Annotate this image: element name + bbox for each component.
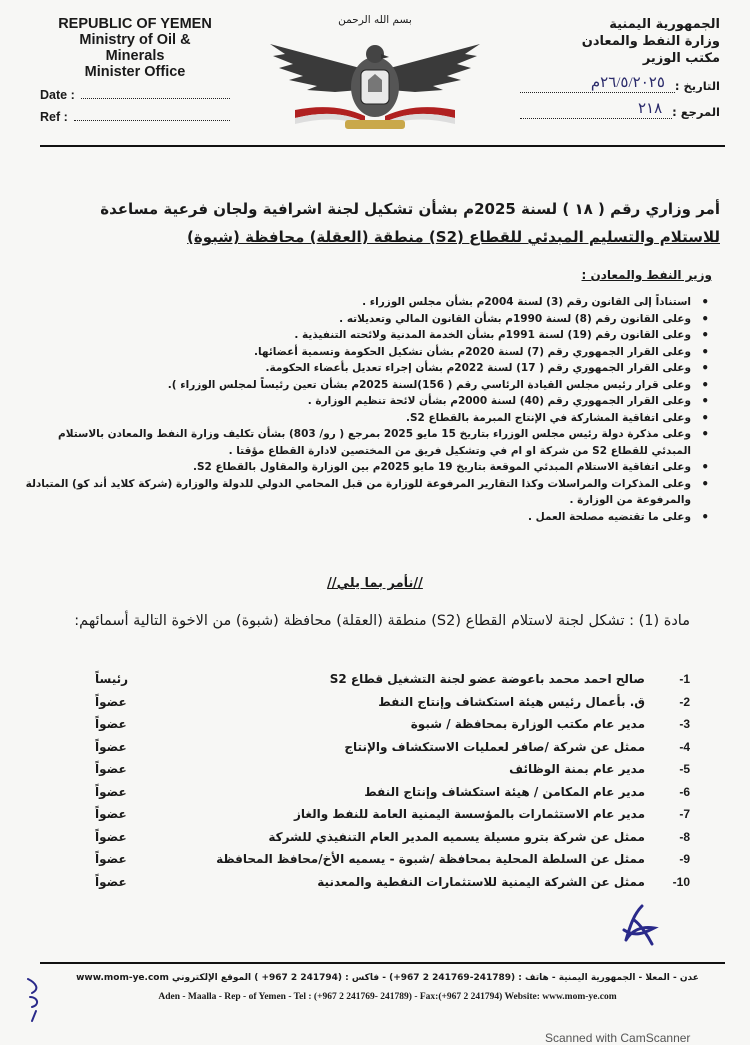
member-role: عضواً	[95, 874, 127, 889]
member-number: -8	[679, 829, 690, 844]
clause-item: • وعلى القرار الجمهوري رقم ( 17) لسنة 2022م بشأن إجراء تعديل بأعضاء الحكومة.	[21, 360, 701, 377]
member-name: مدير عام بمنة الوظائف	[509, 762, 645, 776]
member-number: -6	[679, 784, 690, 799]
order-heading: //نأمر بما يلي//	[327, 576, 423, 591]
member-name: صالح احمد محمد باعوضة عضو لجنة التشغيل قطاع S2	[329, 672, 645, 686]
member-number: -10	[672, 874, 690, 889]
header-divider	[40, 145, 725, 147]
member-name: مدير عام الاستثمارات بالمؤسسة اليمنية العامة للنفط والغاز	[293, 807, 645, 821]
article-1-text: مادة (1) : تشكل لجنة لاستلام القطاع (S2) منطقة (العقلة) محافظة (شبوة) من الاخوة التالية أسمائهم:	[74, 613, 690, 629]
member-number: -5	[679, 762, 690, 776]
english-ref-label: Ref :	[40, 110, 68, 124]
arabic-date-value: ٢٦/٥/٢٠٢٥م	[520, 73, 675, 93]
english-ref-field	[40, 110, 230, 124]
handwritten-margin-note-icon	[22, 975, 50, 1025]
footer-divider	[40, 962, 725, 964]
member-row	[95, 717, 690, 740]
member-number: -9	[679, 852, 690, 866]
arabic-ref-field	[520, 99, 720, 119]
member-role: عضواً	[95, 852, 127, 866]
member-row	[95, 807, 690, 830]
clause-item: • وعلى اتفاقية المشاركة في الإنتاج المبرمة بالقطاع S2.	[21, 410, 701, 427]
letterhead-line-3: Minerals	[105, 48, 165, 64]
signature-mark-icon	[612, 900, 662, 950]
yemen-eagle-emblem-icon	[265, 32, 485, 132]
arabic-letterhead-line-3: مكتب الوزير	[642, 51, 720, 66]
letterhead-line-2: Ministry of Oil &	[79, 32, 191, 48]
member-role: عضواً	[95, 739, 127, 754]
clause-item: • وعلى القرار الجمهوري رقم (40) لسنة 2000م بشأن لائحة تنظيم الوزارة .	[21, 393, 701, 410]
clause-item: • وعلى القانون رقم (19) لسنة 1991م بشأن الخدمة المدنية ولائحته التنفيذية .	[21, 327, 701, 344]
member-number: -7	[679, 807, 690, 821]
letterhead-line-4: Minister Office	[84, 64, 186, 80]
clause-item: • وعلى اتفاقية الاستلام المبدئي الموقعة بتاريخ 19 مايو 2025م بين الوزارة والمقاول بالقطاع S2.	[21, 459, 701, 476]
member-row	[95, 785, 690, 808]
english-date-label: Date :	[40, 88, 75, 102]
member-row	[95, 672, 690, 695]
letterhead-line-1: REPUBLIC OF YEMEN	[58, 16, 212, 32]
member-row	[95, 830, 690, 853]
member-number: -1	[679, 672, 690, 686]
member-name: ق. بأعمال رئيس هيئة استكشاف وإنتاج النفط	[378, 694, 645, 709]
member-name: ممثل عن الشركة اليمنية للاستثمارات النفطية والمعدنية	[317, 874, 645, 889]
decree-title	[40, 195, 720, 251]
clause-item: • استناداً إلى القانون رقم (3) لسنة 2004م بشأن مجلس الوزراء .	[21, 294, 701, 311]
member-role: عضواً	[95, 762, 127, 776]
member-name: مدير عام مكتب الوزارة بمحافظة / شبوة	[410, 717, 645, 731]
committee-members-list	[95, 672, 690, 897]
member-name: ممثل عن السلطة المحلية بمحافظة /شبوة - يسميه الأخ/محافظ المحافظة	[216, 852, 645, 866]
clause-item: • وعلى ما تقتضيه مصلحة العمل .	[21, 509, 701, 526]
footer-english-contact: Aden - Maalla - Rep - of Yemen - Tel : (+967 2 241769- 241789) - Fax:(+967 2 241794) Website: www.mom-ye.com	[158, 992, 617, 1002]
member-number: -4	[679, 739, 690, 754]
member-role: رئيساً	[95, 672, 129, 686]
arabic-letterhead-line-2: وزارة النفط والمعادن	[581, 34, 720, 49]
member-name: ممثل عن شركة بترو مسيلة يسميه المدير العام التنفيذي للشركة	[268, 829, 645, 844]
clause-item: • وعلى قرار رئيس مجلس القيادة الرئاسي رقم ( 156)لسنة 2025م بشأن تعين رئيساً لمجلس الوزراء ).	[21, 377, 701, 394]
member-number: -2	[679, 694, 690, 709]
clause-item: • وعلى القانون رقم (8) لسنة 1990م بشأن القانون المالي وتعديلاته .	[21, 311, 701, 328]
member-row	[95, 875, 690, 898]
footer-arabic-contact: عدن - المعلا - الجمهورية اليمنية - هاتف : (241789-241769 2 967+) - فاكس : (241794 2 967+ ) الموقع الإلكتروني www.mom-ye.com	[76, 973, 699, 983]
member-name: مدير عام المكامن / هيئة استكشاف وإنتاج النفط	[364, 784, 645, 799]
member-role: عضواً	[95, 829, 127, 844]
member-role: عضواً	[95, 807, 127, 821]
english-date-field	[40, 88, 230, 102]
member-row	[95, 740, 690, 763]
member-name: ممثل عن شركة /صافر لعمليات الاستكشاف والإنتاج	[344, 739, 645, 754]
member-row	[95, 852, 690, 875]
member-row	[95, 695, 690, 718]
arabic-date-field	[520, 73, 720, 93]
preamble-clauses	[21, 294, 715, 525]
arabic-ref-value: ٢١٨	[520, 99, 672, 119]
arabic-date-label: التاريخ :	[674, 79, 720, 93]
decree-title-line-2: للاستلام والتسليم المبدئي للقطاع (S2) منطقة (العقلة) محافظة (شبوة)	[187, 228, 720, 246]
arabic-letterhead	[520, 16, 720, 119]
scanner-watermark: Scanned with CamScanner	[545, 1031, 691, 1045]
basmala: بسم الله الرحمن	[338, 14, 412, 26]
arabic-ref-label: المرجع :	[672, 105, 720, 119]
member-row	[95, 762, 690, 785]
english-letterhead	[40, 16, 230, 124]
member-role: عضواً	[95, 717, 127, 731]
arabic-letterhead-line-1: الجمهورية اليمنية	[609, 17, 720, 32]
clause-item: • وعلى القرار الجمهوري رقم (7) لسنة 2020م بشأن تشكيل الحكومة وتسمية أعضائها.	[21, 344, 701, 361]
minister-heading: وزير النفط والمعادن :	[581, 268, 712, 282]
member-number: -3	[679, 717, 690, 731]
member-role: عضواً	[95, 694, 127, 709]
decree-title-line-1: أمر وزاري رقم ( ١٨ ) لسنة 2025م بشأن تشكيل لجنة اشرافية ولجان فرعية مساعدة	[100, 200, 720, 218]
clause-item: • وعلى المذكرات والمراسلات وكذا التقارير المرفوعة للوزارة من قبل المحامي الدولي للدولة والوزارة (شركة كلايد أند كو) المتبادلة والمرفوعة من الوزارة .	[21, 476, 701, 509]
member-role: عضواً	[95, 784, 127, 799]
clause-item: • وعلى مذكرة دولة رئيس مجلس الوزراء بتاريخ 15 مايو 2025 بمرجع ( رو/ 803) بشأن تكليف وزارة النفط والمعادن بالاستلام المبدئي للقطاع S2 من شركة او ام في وتشكيل فريق من المختصين لادارة القطاع مؤقتا .	[21, 426, 701, 459]
